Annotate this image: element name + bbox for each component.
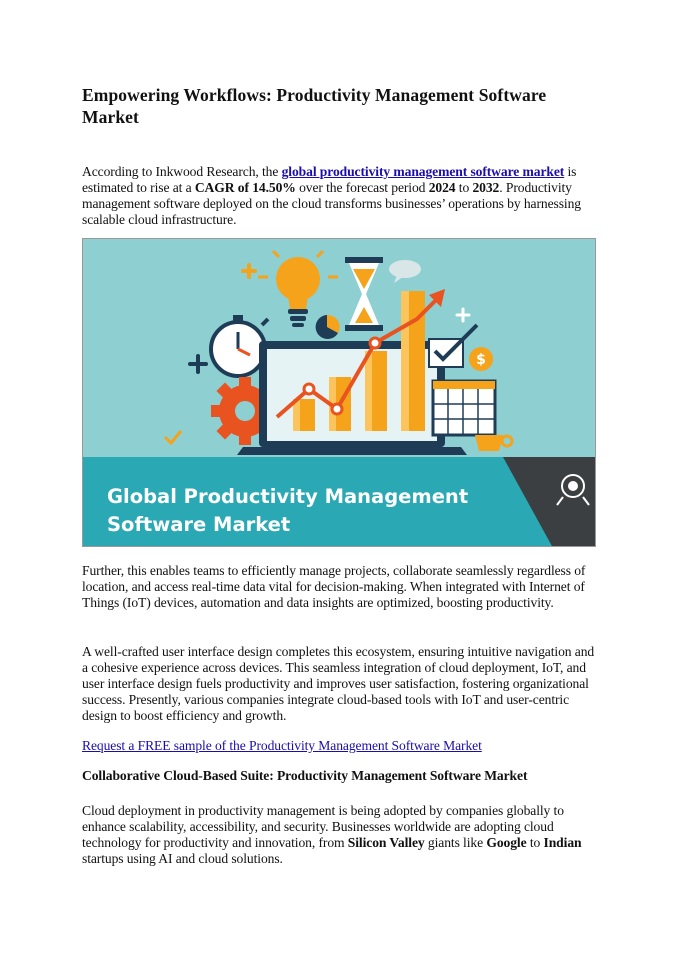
- market-report-link[interactable]: global productivity management software market: [281, 164, 565, 179]
- body-paragraph-2: Further, this enables teams to efficiently manage projects, collaborate seamlessly regardless of location, and access real-time data vital for decision-making. When integrated with Internet of Things (IoT) devices, automation and data insights are optimized, boosting productivity.: [82, 563, 586, 610]
- request-sample-link[interactable]: Request a FREE sample of the Productivity Management Software Market: [82, 738, 482, 753]
- body-paragraph-3: A well-crafted user interface design completes this ecosystem, ensuring intuitive navigation and a cohesive experience across devices. This seamless integration of cloud deployment, IoT, and user interface design fuels productivity and improves user satisfaction, fostering organizational success. Presently, various companies integrate cloud-based tools with IoT and user-centric design to boost efficiency and growth.: [82, 644, 595, 723]
- cagr-value: CAGR of 14.50%: [194, 180, 296, 195]
- forecast-end-year: 2032: [472, 180, 500, 195]
- pie-chart-icon: [316, 315, 340, 339]
- google-text: Google: [486, 835, 527, 850]
- indian-text: Indian: [543, 835, 582, 850]
- svg-text:$: $: [476, 352, 486, 368]
- intro-paragraph: According to Inkwood Research, the global productivity management software market is estimated to rise at a CAGR of 14.50% over the forecast period 2024 to 2032. Productivity management software deployed on the cloud transforms businesses’ operations by harnessing scalable cloud infrastructure.: [82, 164, 581, 227]
- forecast-start-year: 2024: [428, 180, 456, 195]
- dollar-coin-icon: [469, 347, 493, 371]
- section-subheading: Collaborative Cloud-Based Suite: Productivity Management Software Market: [82, 768, 528, 783]
- article-title: Empowering Workflows: Productivity Management Software Market: [82, 85, 547, 127]
- intro-text: According to Inkwood Research, the: [82, 164, 282, 179]
- calendar-icon: [433, 381, 495, 435]
- banner-title: Global Productivity Management Software Market: [107, 485, 469, 536]
- body-paragraph-6: Cloud deployment in productivity management is being adopted by companies globally to enhance scalability, accessibility, and security. Businesses worldwide are adopting cloud technology for productivity and innovation, from Silicon Valley giants like Google to Indian startups using AI and cloud solutions.: [82, 803, 582, 866]
- sample-request-paragraph: [82, 738, 602, 754]
- market-banner-image: [82, 238, 596, 547]
- silicon-valley-text: Silicon Valley: [347, 835, 425, 850]
